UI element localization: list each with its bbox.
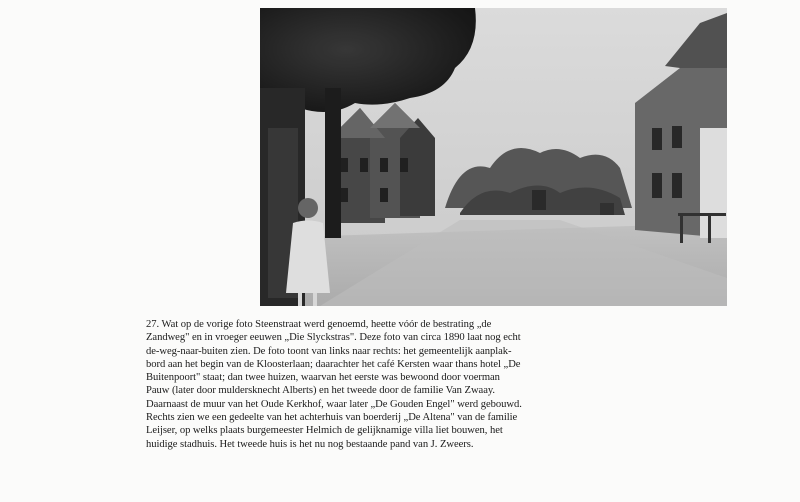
caption-line: Daarnaast de muur van het Oude Kerkhof, waar later „De Gouden Engel" werd gebouwd. [146,398,522,410]
caption-line: 27. Wat op de vorige foto Steenstraat werd genoemd, heette vóór de bestrating „de [146,319,492,330]
caption-line: Buitenpoort" staat; dan twee huizen, waarvan het eerste was bewoond door voerman [146,372,500,384]
caption-line: bord aan het begin van de Kloosterlaan; daarachter het café Kersten waar thans hotel „De [146,358,521,370]
caption-line: Zandweg" en in vroeger eeuwen „Die Slyckstras". Deze foto van circa 1890 laat nog echt [146,332,521,344]
caption-line: Pauw (later door muldersknecht Alberts) en het tweede door de familie Van Zwaay. [146,385,496,397]
caption-line: huidige stadhuis. Het tweede huis is het nu nog bestaande pand van J. Zweers. [146,438,474,450]
caption-line: Leijser, op welks plaats burgemeester Helmich de gelijknamige villa liet bouwen, het [146,425,503,437]
caption-line: Rechts zien we een gedeelte van het achterhuis van boerderij „De Altena" van de familie [146,412,518,424]
photo-illustration [260,8,727,306]
photo-caption [146,318,616,451]
caption-line: de-weg-naar-buiten zien. De foto toont van links naar rechts: het gemeentelijk aanplak- [146,345,512,357]
historic-street-photo [260,8,727,306]
